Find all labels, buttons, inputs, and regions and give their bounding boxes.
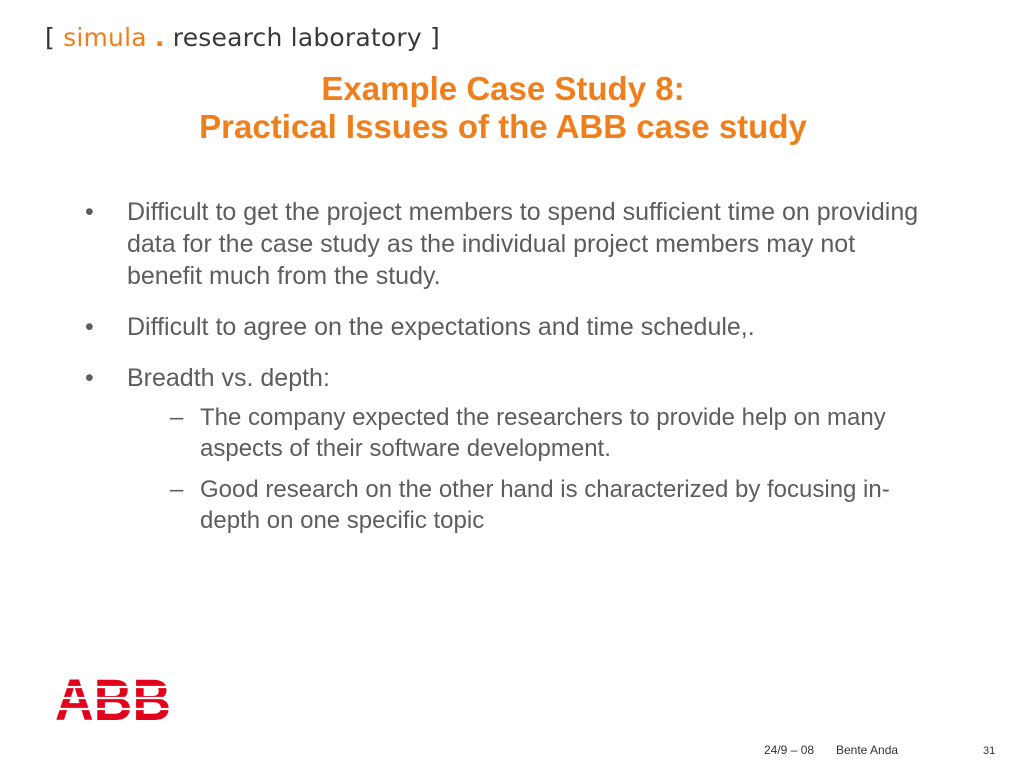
logo-close-bracket: ] [430, 23, 441, 52]
bullet-item [85, 362, 935, 536]
logo-open-bracket: [ [45, 23, 55, 52]
sub-bullet-item [170, 474, 935, 536]
sub-bullet-marker: – [170, 476, 184, 503]
slide-body [85, 196, 935, 555]
sub-bullet-item [170, 402, 935, 464]
slide-title-line-2: Practical Issues of the ABB case study [199, 108, 807, 145]
bullet-text: Difficult to agree on the expectations and time schedule,. [127, 313, 755, 341]
logo-simula-text: simula [63, 23, 147, 52]
bullet-item [85, 196, 935, 292]
footer-date: 24/9 – 08 [764, 743, 815, 757]
bullet-marker: • [85, 198, 94, 226]
abb-logo-text: ABB [55, 676, 171, 722]
bullet-marker: • [85, 364, 94, 392]
slide-title [0, 70, 1006, 146]
footer-author: Bente Anda [836, 743, 899, 757]
sub-bullet-marker: – [170, 404, 184, 431]
page-number: 31 [983, 745, 996, 757]
sub-bullet-list [170, 402, 935, 536]
logo-research-laboratory-text: research laboratory [172, 23, 422, 52]
sub-bullet-text: Good research on the other hand is characterized by focusing in-depth on one specific topic [200, 476, 890, 534]
bullet-item [85, 311, 935, 343]
bullet-marker: • [85, 313, 94, 341]
sub-bullet-text: The company expected the researchers to provide help on many aspects of their software development. [200, 404, 886, 462]
bullet-text: Breadth vs. depth: [127, 364, 330, 392]
logo-dot: . [154, 23, 165, 52]
abb-logo [54, 676, 172, 722]
bullet-text: Difficult to get the project members to spend sufficient time on providing data for the case study as the individual project members may not benefit much from the study. [127, 198, 919, 290]
slide-title-line-1: Example Case Study 8: [321, 70, 685, 107]
simula-logo [45, 20, 440, 56]
